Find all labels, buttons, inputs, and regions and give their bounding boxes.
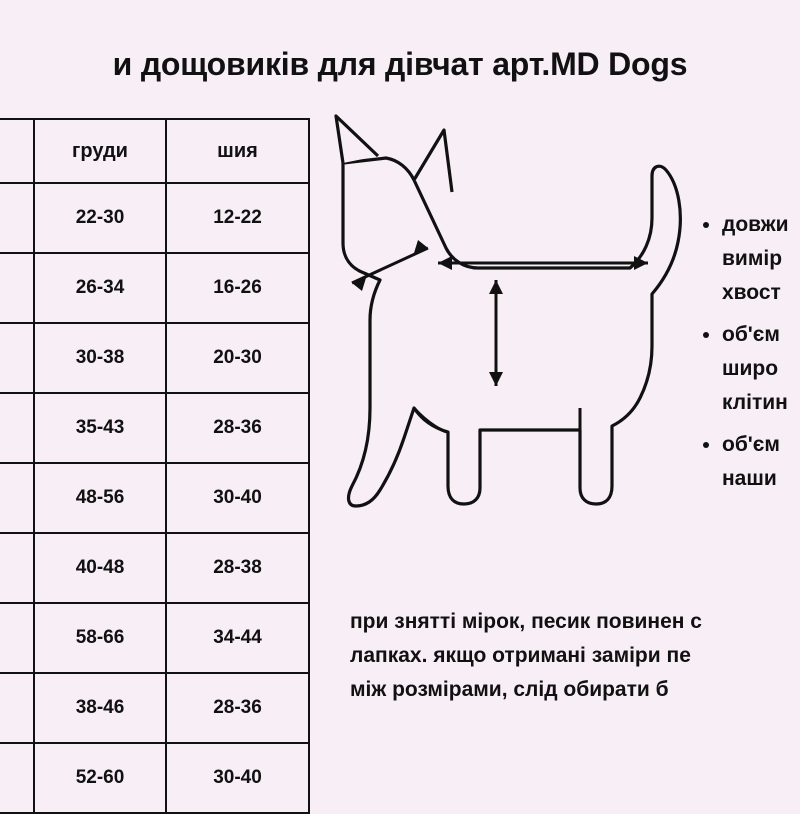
column-header-chest: груди <box>34 119 166 183</box>
cell-length <box>0 603 34 673</box>
note-line: лапках. якщо отримані заміри пе <box>350 644 691 668</box>
bullet-line: довжи <box>722 213 789 236</box>
bullet-line: вимір <box>722 247 783 271</box>
dog-ear-right-icon <box>414 130 452 192</box>
table-row <box>0 533 309 603</box>
cell-neck: 20-30 <box>166 323 309 393</box>
cell-length <box>0 253 34 323</box>
cell-chest: 38-46 <box>34 673 166 743</box>
cell-chest: 48-56 <box>34 463 166 533</box>
cell-length <box>0 463 34 533</box>
size-table-container <box>0 118 308 814</box>
table-row <box>0 673 309 743</box>
size-table <box>0 118 310 814</box>
table-row <box>0 463 309 533</box>
bullet-line: клітин <box>722 391 788 415</box>
note-line: при знятті мірок, песик повинен с <box>350 610 702 633</box>
cell-neck: 30-40 <box>166 743 309 813</box>
cell-length <box>0 743 34 813</box>
cell-length <box>0 393 34 463</box>
bullet-line: наши <box>722 467 777 491</box>
measurement-note <box>350 605 800 707</box>
table-row <box>0 603 309 673</box>
list-item <box>722 208 800 310</box>
table-row <box>0 393 309 463</box>
cell-chest: 52-60 <box>34 743 166 813</box>
table-row <box>0 253 309 323</box>
table-row <box>0 323 309 393</box>
cell-chest: 40-48 <box>34 533 166 603</box>
cell-length <box>0 183 34 253</box>
measurement-instructions-list <box>700 208 800 504</box>
cell-length <box>0 673 34 743</box>
cell-neck: 28-36 <box>166 673 309 743</box>
bullet-line: об'єм <box>722 433 780 457</box>
cell-neck: 12-22 <box>166 183 309 253</box>
cell-chest: 26-34 <box>34 253 166 323</box>
cell-chest: 58-66 <box>34 603 166 673</box>
cell-chest: 22-30 <box>34 183 166 253</box>
column-header-length <box>0 119 34 183</box>
note-line: між розмірами, слід обирати б <box>350 678 669 702</box>
cell-neck: 28-36 <box>166 393 309 463</box>
cell-neck: 28-38 <box>166 533 309 603</box>
cell-neck: 34-44 <box>166 603 309 673</box>
cell-neck: 30-40 <box>166 463 309 533</box>
bullet-line: широ <box>722 357 779 381</box>
cell-length <box>0 323 34 393</box>
dog-ear-left-icon <box>336 116 378 163</box>
bullet-line: хвост <box>722 281 781 305</box>
list-item <box>722 318 800 420</box>
cell-neck: 16-26 <box>166 253 309 323</box>
column-header-neck: шия <box>166 119 309 183</box>
dog-measurement-diagram <box>318 108 718 528</box>
bullet-line: об'єм <box>722 323 780 347</box>
table-row <box>0 743 309 813</box>
cell-chest: 35-43 <box>34 393 166 463</box>
table-header-row <box>0 119 309 183</box>
table-row <box>0 183 309 253</box>
cell-chest: 30-38 <box>34 323 166 393</box>
list-item <box>722 428 800 496</box>
dog-outline-icon <box>343 158 680 506</box>
cell-length <box>0 533 34 603</box>
page-title: и дощовиків для дівчат арт.MD Dogs <box>112 46 688 82</box>
